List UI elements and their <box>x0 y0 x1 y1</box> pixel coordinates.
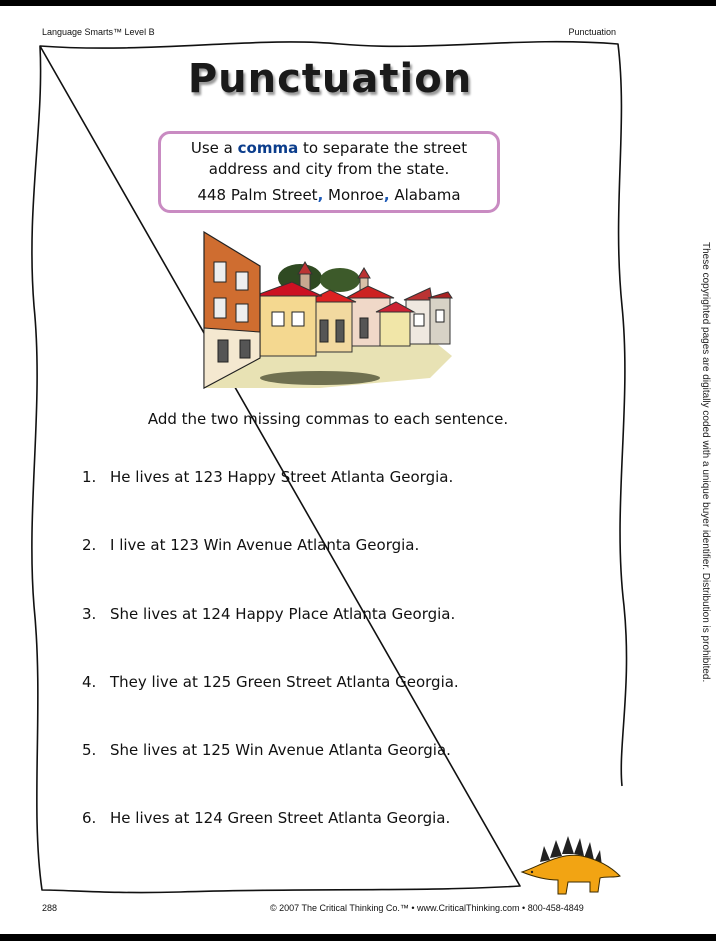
example-comma-1: , <box>317 186 324 204</box>
item-sentence: He lives at 124 Green Street Atlanta Georgia. <box>110 809 451 828</box>
item-number: 4. <box>82 672 97 691</box>
example-street: 448 Palm Street <box>197 186 318 204</box>
item-sentence: She lives at 125 Win Avenue Atlanta Georgia. <box>110 741 451 760</box>
worksheet-page <box>0 6 716 934</box>
list-item <box>82 468 459 536</box>
town-street-illustration <box>200 228 456 390</box>
item-sentence: They live at 125 Green Street Atlanta Georgia. <box>110 672 459 691</box>
rule-text-post: to separate the street <box>298 139 468 157</box>
example-state: Alabama <box>389 186 461 204</box>
item-number: 2. <box>82 536 97 555</box>
page-title: Punctuation <box>187 56 473 102</box>
series-label: Language Smarts™ Level B <box>42 27 155 37</box>
item-number: 1. <box>82 468 97 486</box>
copyright-notice: These copyrighted pages are digitally coded with a unique buyer identifier. Distribution is prohibited. <box>700 242 711 683</box>
sentence-list <box>82 468 459 878</box>
rule-line-2: address and city from the state. <box>208 160 450 178</box>
instructions: Add the two missing commas to each sentence. <box>147 410 509 428</box>
example-city: Monroe <box>323 186 384 204</box>
item-number: 3. <box>82 604 97 623</box>
list-item <box>82 673 459 741</box>
topic-label: Punctuation <box>568 27 616 37</box>
rule-example <box>161 185 497 206</box>
rule-line-1 <box>161 138 497 159</box>
list-item <box>82 605 459 673</box>
item-sentence: She lives at 124 Happy Place Atlanta Georgia. <box>110 604 456 623</box>
example-comma-2: , <box>383 186 390 204</box>
list-item <box>82 741 459 809</box>
list-item <box>82 809 459 877</box>
rule-text-pre: Use a <box>190 139 238 157</box>
item-number: 6. <box>82 809 97 828</box>
item-sentence: He lives at 123 Happy Street Atlanta Georgia. <box>110 468 454 486</box>
rule-box <box>158 131 500 213</box>
stegosaurus-icon <box>520 832 624 896</box>
item-number: 5. <box>82 741 97 760</box>
item-sentence: I live at 123 Win Avenue Atlanta Georgia. <box>110 536 420 555</box>
list-item <box>82 536 459 604</box>
rule-keyword: comma <box>237 139 299 157</box>
footer-copyright: © 2007 The Critical Thinking Co.™ • www.CriticalThinking.com • 800-458-4849 <box>270 903 584 913</box>
page-number: 288 <box>42 903 58 913</box>
